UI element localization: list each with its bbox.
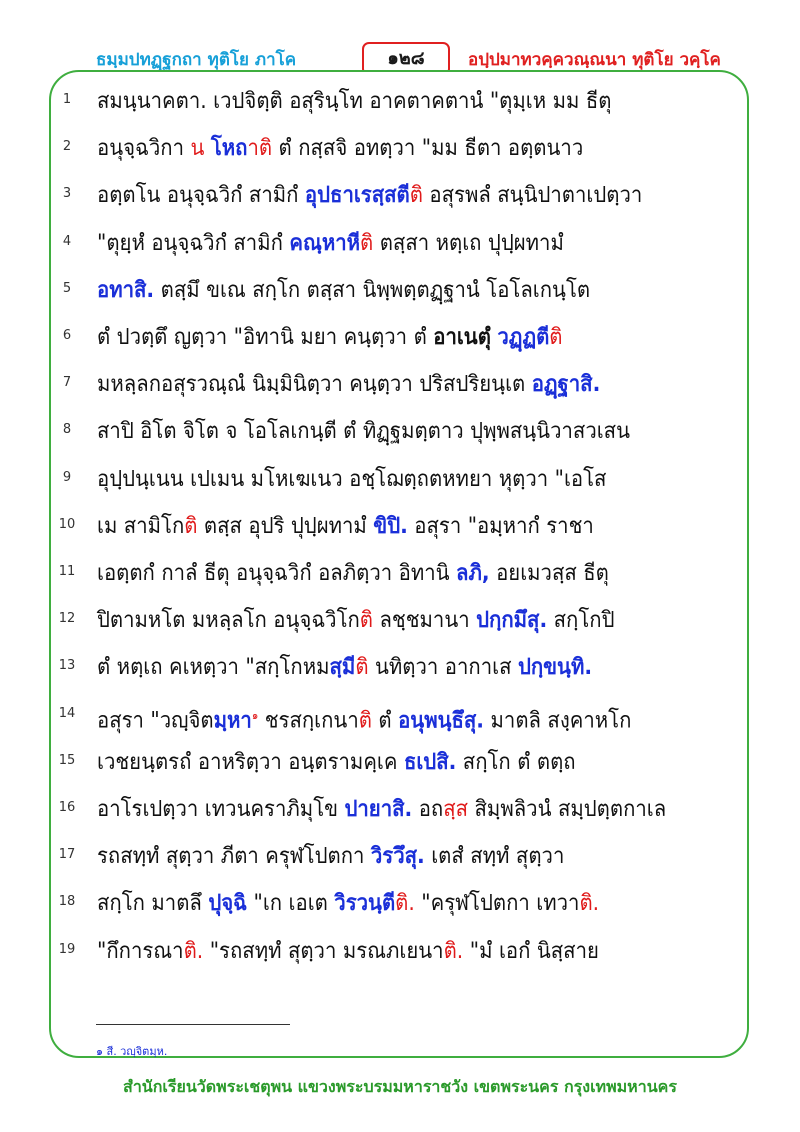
text-segment: ติ. xyxy=(395,891,415,917)
text-segment: ปกฺกมึสุ. xyxy=(476,608,548,634)
footnote: ๑ สี. วญฺจิตมฺห. xyxy=(96,1045,168,1058)
text-line xyxy=(54,599,734,643)
text-segment: เม สามิโก xyxy=(97,513,185,539)
text-segment: สกฺโกปิ xyxy=(547,608,615,634)
text-segment: มาตลิ สงฺคาหโก xyxy=(484,707,632,733)
line-number: 6 xyxy=(62,328,72,343)
text-segment: ชรสกฺเกนา xyxy=(258,707,359,733)
text-segment: "เก เอเต xyxy=(247,891,335,917)
line-number: 7 xyxy=(62,375,72,391)
text-segment: ติ xyxy=(549,325,563,350)
line-number: 1 xyxy=(62,92,72,107)
line-text xyxy=(97,552,725,596)
line-text xyxy=(97,646,725,690)
text-line xyxy=(54,80,734,124)
text-line xyxy=(54,222,734,266)
book-title: ธมฺมปทฏฺฐกถา ทุติโย ภาโค xyxy=(96,50,297,70)
text-segment: ติ xyxy=(360,230,374,256)
text-segment: "มํ เอกํ นิสฺสาย xyxy=(463,938,599,964)
chapter-title: อปฺปมาทวคฺควณฺณนา ทุติโย วคฺโค xyxy=(468,50,721,70)
text-line xyxy=(54,363,734,407)
line-number: 19 xyxy=(58,941,76,957)
text-segment: สกฺโก ตํ ตตฺถ xyxy=(456,749,576,775)
text-line xyxy=(54,410,734,454)
text-segment: วิรวนฺตี xyxy=(334,891,396,917)
text-segment: เอตฺตกํ กาลํ ธีตุ อนุจฺฉวิกํ อลภิตฺวา อิทานิ xyxy=(97,561,457,586)
text-segment: ปุจฺฉิ xyxy=(208,891,248,917)
text-line xyxy=(54,552,734,596)
line-number: 16 xyxy=(58,800,76,815)
text-segment: ติ. xyxy=(443,938,464,964)
text-segment: ติ. xyxy=(579,891,600,917)
line-number: 9 xyxy=(62,469,72,485)
line-number: 17 xyxy=(58,847,76,863)
text-segment: าติ xyxy=(247,136,273,162)
line-text xyxy=(97,269,725,313)
text-segment: ขิปิ. xyxy=(373,513,408,539)
text-segment: "กึการณา xyxy=(97,938,184,964)
text-line xyxy=(54,930,734,974)
text-segment: ปกฺขนฺทิ. xyxy=(517,655,593,681)
text-segment: สฺมี xyxy=(329,655,356,681)
text-segment: อฏฺฐาสิ. xyxy=(531,372,601,398)
text-segment: ติ xyxy=(358,707,372,733)
text-segment: ติ. xyxy=(183,938,204,964)
text-segment: อสุรพลํ สนฺนิปาตาเปตฺวา xyxy=(422,183,643,209)
text-segment: สฺส xyxy=(443,797,469,822)
text-segment: อนุจฺฉวิกา xyxy=(97,136,191,162)
text-segment: น xyxy=(190,136,205,162)
text-segment: ตํ ปวตฺตึ ญตฺวา "อิทานิ มยา คนฺตฺวา ตํ xyxy=(97,325,434,350)
line-text xyxy=(97,410,725,454)
text-line xyxy=(54,505,734,549)
text-segment: อสุรา "อมฺหากํ ราชา xyxy=(407,513,594,539)
text-segment: อาโรเปตฺวา เทวนคราภิมุโข xyxy=(97,797,345,822)
text-segment: คณฺหาหี xyxy=(289,230,361,256)
text-segment: มหลฺลกอสุรวณฺณํ นิมฺมินิตฺวา คนฺตฺวา ปริสปริยนฺเต xyxy=(97,372,532,398)
text-segment: ติ xyxy=(184,513,198,539)
line-text xyxy=(97,882,725,926)
line-number: 8 xyxy=(62,422,72,438)
line-text xyxy=(97,127,725,171)
line-number: 15 xyxy=(58,752,76,768)
line-text xyxy=(97,599,725,643)
line-text xyxy=(97,741,725,785)
line-text xyxy=(97,363,725,407)
text-line xyxy=(54,741,734,785)
text-line xyxy=(54,458,734,502)
page-footer: สำนักเรียนวัดพระเชตุพน แขวงพระบรมมหาราชวัง เขตพระนคร กรุงเทพมหานคร xyxy=(123,1077,677,1096)
text-segment: ปายาสิ. xyxy=(344,797,413,822)
text-segment: มฺหา xyxy=(213,707,252,733)
line-number: 3 xyxy=(62,186,72,202)
text-segment: ติ xyxy=(355,655,369,681)
text-line xyxy=(54,646,734,690)
line-number: 14 xyxy=(58,705,76,721)
text-line xyxy=(54,269,734,313)
text-segment: อุปฺปนฺเนน เปเมน มโหเฆเนว อชฺโฌตฺถตหทยา หุตฺวา "เอโส xyxy=(97,466,607,492)
text-segment: สมนฺนาคตา. เวปจิตฺติ อสุรินฺโท อาคตาคตานํ "ตุมฺเห มม ธีตุ xyxy=(97,89,612,114)
text-segment: รถสทฺทํ สุตฺวา ภีตา ครุฬโปตกา xyxy=(97,844,371,870)
text-segment: โหถ xyxy=(210,136,248,162)
text-segment: ตสฺสา หตฺเถ ปุปฺผทามํ xyxy=(373,230,564,256)
text-line xyxy=(54,316,734,360)
text-line xyxy=(54,127,734,171)
text-segment: สิมฺพลิวนํ สมฺปตฺตกาเล xyxy=(468,797,667,822)
line-text xyxy=(97,174,725,218)
text-segment: อสุรา "วญฺจิต xyxy=(97,707,214,733)
text-segment: เตสํ สทฺทํ สุตฺวา xyxy=(424,844,565,870)
text-segment: ธเปสิ. xyxy=(403,749,457,775)
line-number: 5 xyxy=(62,280,72,296)
text-segment: "รถสทฺทํ สุตฺวา มรณภเยนา xyxy=(203,938,444,964)
page-number-badge: ๑๒๘ xyxy=(362,42,450,76)
line-text xyxy=(97,222,725,266)
text-segment: อยเมวสฺส ธีตุ xyxy=(489,561,609,586)
line-text xyxy=(97,930,725,974)
text-segment: สาปิ อิโต จิโต จ โอโลเกนฺตี ตํ ทิฏฺฐมตฺตาว ปุพฺพสนฺนิวาสวเสน xyxy=(97,419,630,445)
line-text xyxy=(97,316,725,360)
line-number: 12 xyxy=(58,611,76,627)
text-segment: อทาสิ. xyxy=(97,277,155,303)
footnote-divider xyxy=(96,1024,290,1025)
line-text xyxy=(97,505,725,549)
text-segment: อตฺตโน อนุจฺฉวิกํ สามิกํ xyxy=(97,183,305,209)
line-number: 18 xyxy=(58,894,76,910)
line-text xyxy=(97,694,725,743)
text-segment: ตํ กสฺสจิ อทตฺวา "มม ธีตา อตฺตนาว xyxy=(272,136,584,162)
line-number: 13 xyxy=(58,658,76,674)
line-text xyxy=(97,458,725,502)
text-segment: ตํ xyxy=(371,707,399,733)
text-segment: "ครุฬโปตกา เทวา xyxy=(414,891,580,917)
text-segment: ติ xyxy=(409,183,423,209)
text-line xyxy=(54,788,734,832)
text-segment: ตสฺส อุปริ ปุปฺผทามํ xyxy=(197,513,374,539)
text-segment: ปิตามหโต มหลฺลโก อนุจฺฉวิโก xyxy=(97,608,360,634)
text-segment: วฏฺฏตี xyxy=(497,325,550,350)
text-line xyxy=(54,694,734,738)
text-line xyxy=(54,882,734,926)
text-segment: สกฺโก มาตลึ xyxy=(97,891,209,917)
text-segment: ตสฺมึ ขเณ สกฺโก ตสฺสา นิพฺพตฺตฏฺฐานํ โอโลเกนฺโต xyxy=(154,277,591,303)
text-segment: วิรวึสุ. xyxy=(370,844,425,870)
text-segment: อาเนตุํ xyxy=(433,325,491,350)
line-number: 11 xyxy=(58,564,76,579)
text-line xyxy=(54,174,734,218)
text-segment: เวชยนฺตรถํ อาหริตฺวา อนฺตรามคฺเค xyxy=(97,749,404,775)
text-segment: ตํ หตฺเถ คเหตฺวา "สกฺโกหม xyxy=(97,655,330,681)
text-segment: นทิตฺวา อากาเส xyxy=(368,655,518,681)
text-segment: ลภิ, xyxy=(456,561,490,586)
line-number: 2 xyxy=(62,139,72,155)
text-segment: "ตุยฺหํ อนุจฺฉวิกํ สามิกํ xyxy=(97,230,290,256)
text-segment: อถ xyxy=(412,797,444,822)
line-number: 10 xyxy=(58,516,76,532)
text-segment: ลชฺชมานา xyxy=(373,608,477,634)
line-text xyxy=(97,835,725,879)
footnote-marker: ๑ xyxy=(251,708,259,722)
line-text xyxy=(97,788,725,832)
text-segment: อุปธาเรสฺสตี xyxy=(304,183,410,209)
text-segment: อนุพนฺธึสุ. xyxy=(398,707,485,733)
line-number: 4 xyxy=(62,233,72,249)
line-text xyxy=(97,80,725,124)
text-segment: ติ xyxy=(359,608,374,634)
text-line xyxy=(54,835,734,879)
